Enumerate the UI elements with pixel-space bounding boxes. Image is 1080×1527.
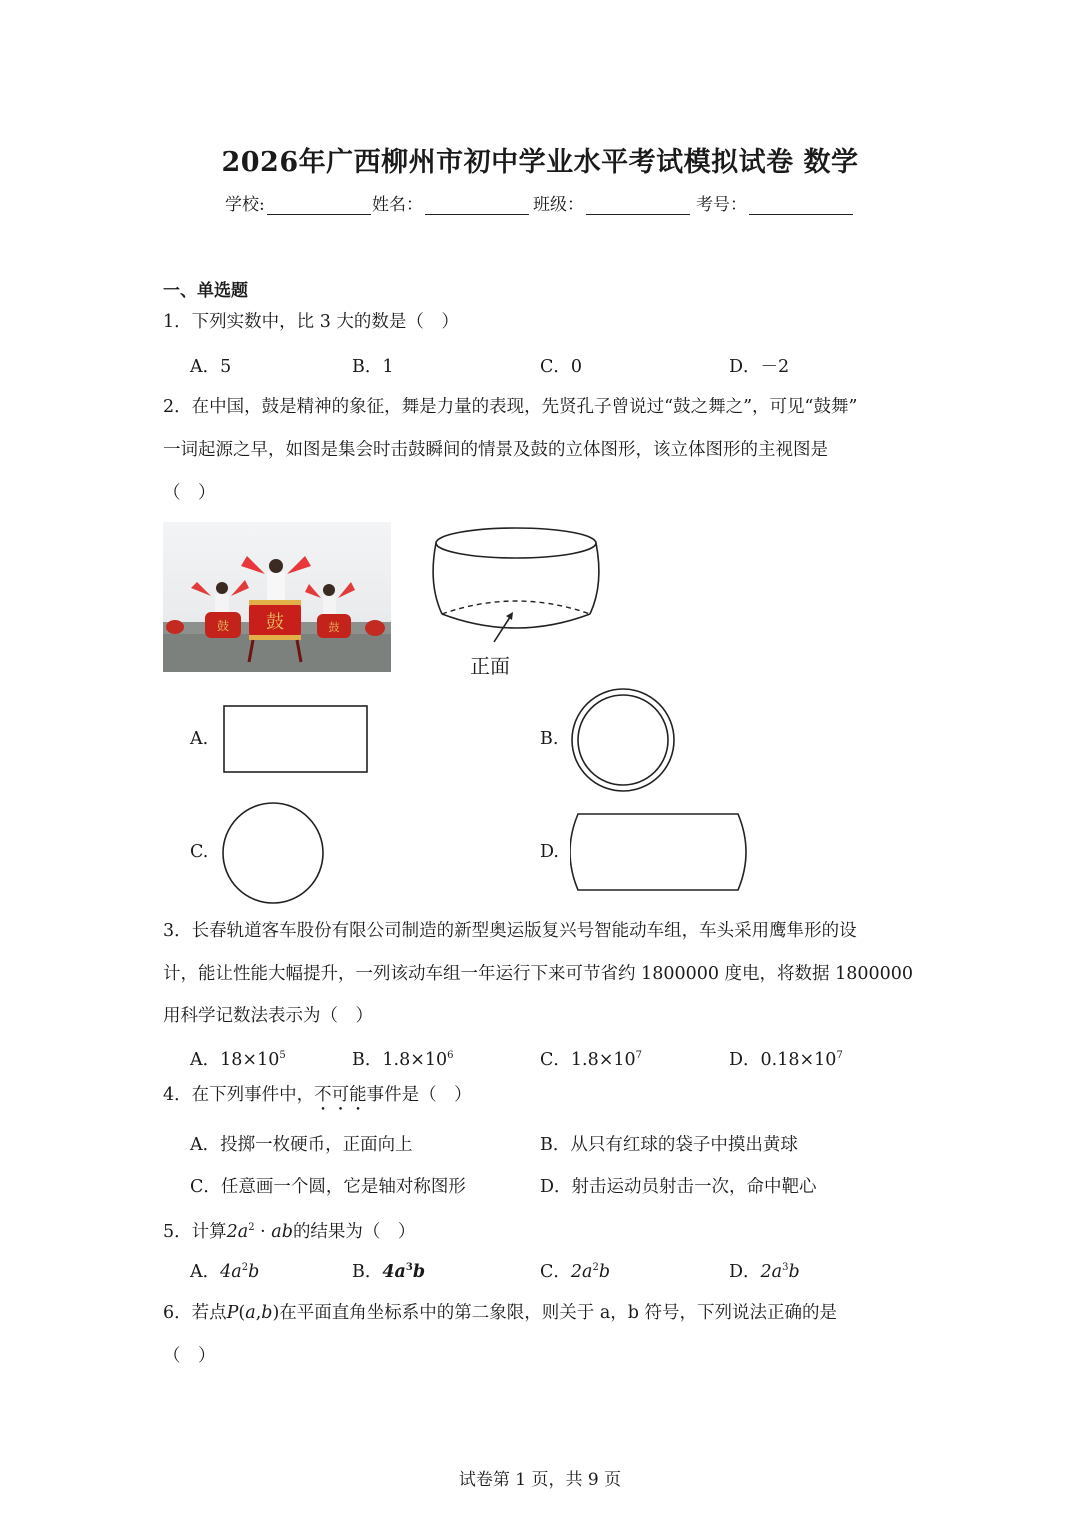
- q3-stem-line1: 3．长春轨道客车股份有限公司制造的新型奥运版复兴号智能动车组，车头采用鹰隼形的设: [163, 921, 857, 941]
- q5-option-a-coef: 4a: [220, 1262, 242, 1282]
- q4-stem-emphasis: 不可能: [314, 1085, 367, 1105]
- q5-option-d-tail: b: [788, 1262, 800, 1282]
- q6-stem-before: 6．若点: [163, 1303, 227, 1323]
- q1-option-d[interactable]: D．－2: [729, 357, 790, 377]
- q5-option-c-label: C．: [540, 1262, 571, 1282]
- q3-option-b[interactable]: [352, 1046, 454, 1071]
- q3-option-d-exp: 7: [836, 1050, 843, 1062]
- q5-option-a-label: A．: [190, 1262, 221, 1282]
- exam-no-label: 考号：: [696, 195, 747, 215]
- q3-option-c-base: 1.8×10: [570, 1050, 636, 1070]
- q4-stem-after: 事件是（ ）: [366, 1085, 472, 1105]
- q5-option-b-tail: b: [412, 1262, 426, 1282]
- q5-option-c-coef: 2a: [570, 1262, 593, 1282]
- q5-option-b[interactable]: [352, 1258, 425, 1283]
- q5-option-c[interactable]: [540, 1258, 610, 1283]
- q4-stem: [163, 1082, 472, 1115]
- q1-option-c[interactable]: C．0: [540, 357, 583, 377]
- q5-option-b-exp: 3: [405, 1262, 413, 1274]
- q6-stem-line1: [163, 1300, 837, 1326]
- q2-option-c-circle[interactable]: [221, 801, 325, 905]
- exam-no-field: [696, 190, 853, 215]
- q5-option-d[interactable]: [729, 1258, 800, 1283]
- q2-option-d-curved-rectangle[interactable]: [570, 812, 748, 892]
- q5-option-c-tail: b: [598, 1262, 611, 1282]
- name-label: 姓名：: [372, 195, 423, 215]
- front-label: 正面: [470, 654, 510, 678]
- q3-stem-line3: 用科学记数法表示为（ ）: [163, 1006, 373, 1026]
- class-label: 班级：: [533, 195, 584, 215]
- q2-option-d-label[interactable]: D.: [540, 842, 559, 862]
- q5-expression: $2a^2$ · ab: [226, 1221, 293, 1242]
- q5-option-b-coef: 4a: [382, 1262, 406, 1282]
- q2-stem-line1: 2．在中国，鼓是精神的象征，舞是力量的表现，先贤孔子曾说过“鼓之舞之”，可见“鼓舞”: [163, 397, 858, 417]
- q5-stem: [163, 1215, 415, 1245]
- q3-option-d-base: 0.18×10: [760, 1050, 837, 1070]
- q5-stem-after: 的结果为（ ）: [292, 1221, 416, 1242]
- name-field: [372, 190, 529, 215]
- q1-option-a[interactable]: A．5: [190, 357, 232, 377]
- q4-option-a[interactable]: A．投掷一枚硬币，正面向上: [190, 1135, 413, 1155]
- q2-option-b-label[interactable]: B.: [540, 729, 559, 749]
- exam-no-blank[interactable]: [749, 196, 853, 215]
- q3-option-c-label: C．: [540, 1050, 571, 1070]
- q6-stem-line2: （ ）: [163, 1346, 216, 1366]
- class-field: [533, 190, 690, 215]
- q3-option-d-label: D．: [729, 1050, 761, 1070]
- q5-option-d-coef: 2a: [760, 1262, 783, 1282]
- q3-option-c[interactable]: [540, 1046, 642, 1071]
- drum-performance-photo: [163, 522, 391, 672]
- q5-stem-before: 5．计算: [163, 1221, 227, 1242]
- school-label: 学校:: [225, 195, 265, 215]
- q3-stem-line2: 计，能让性能大幅提升，一列该动车组一年运行下来可节省约 1800000 度电，将数据 1800000: [163, 964, 914, 984]
- q1-stem: 1．下列实数中，比 3 大的数是（ ）: [163, 312, 459, 332]
- name-blank[interactable]: [425, 196, 529, 215]
- q3-option-a[interactable]: [190, 1046, 286, 1071]
- q5-option-d-label: D．: [729, 1262, 761, 1282]
- q3-option-a-label: A．: [190, 1050, 221, 1070]
- q3-option-d[interactable]: [729, 1046, 843, 1071]
- q2-option-a-label[interactable]: A.: [190, 729, 209, 749]
- q5-option-d-exp: 3: [782, 1262, 789, 1274]
- q3-option-c-exp: 7: [635, 1050, 643, 1062]
- q3-option-b-exp: 6: [447, 1050, 454, 1062]
- q6-point-expression: P(a,b): [226, 1303, 280, 1323]
- q3-option-a-exp: 5: [279, 1050, 286, 1062]
- q3-option-b-label: B．: [352, 1050, 383, 1070]
- q3-option-a-base: 18×10: [220, 1050, 280, 1070]
- school-blank[interactable]: [267, 196, 371, 215]
- page-footer: 试卷第 1 页，共 9 页: [458, 1470, 622, 1490]
- q5-option-c-exp: 2: [592, 1262, 599, 1274]
- svg-text:鼓: 鼓: [328, 621, 340, 634]
- q2-stem-line3: （ ）: [163, 483, 216, 503]
- q3-option-b-base: 1.8×10: [382, 1050, 448, 1070]
- section-heading: 一、单选题: [163, 281, 248, 301]
- q4-option-d[interactable]: D．射击运动员射击一次，命中靶心: [540, 1177, 817, 1197]
- q5-option-a-exp: 2: [241, 1262, 249, 1274]
- q1-option-b[interactable]: B．1: [352, 357, 394, 377]
- q2-option-c-label[interactable]: C.: [190, 842, 209, 862]
- q6-stem-after: 在平面直角坐标系中的第二象限，则关于 a，b 符号，下列说法正确的是: [279, 1303, 838, 1323]
- svg-text:鼓: 鼓: [216, 619, 230, 633]
- school-field: [225, 190, 371, 215]
- q2-stem-line2: 一词起源之早，如图是集会时击鼓瞬间的情景及鼓的立体图形，该立体图形的主视图是: [163, 440, 828, 460]
- q4-stem-before: 4．在下列事件中，: [163, 1085, 315, 1105]
- q5-option-a-tail: b: [248, 1262, 260, 1282]
- q4-option-c[interactable]: C．任意画一个圆，它是轴对称图形: [190, 1177, 466, 1197]
- class-blank[interactable]: [586, 196, 690, 215]
- q5-option-a[interactable]: [190, 1258, 259, 1283]
- q2-option-b-double-circle[interactable]: [570, 687, 676, 793]
- q5-option-b-label: B．: [352, 1262, 383, 1282]
- drum-3d-figure: [428, 522, 608, 682]
- svg-text:鼓: 鼓: [266, 612, 284, 633]
- q4-option-b[interactable]: B．从只有红球的袋子中摸出黄球: [540, 1135, 798, 1155]
- exam-title: 2026年广西柳州市初中学业水平考试模拟试卷 数学: [221, 147, 859, 178]
- q2-option-a-rectangle[interactable]: [223, 705, 368, 773]
